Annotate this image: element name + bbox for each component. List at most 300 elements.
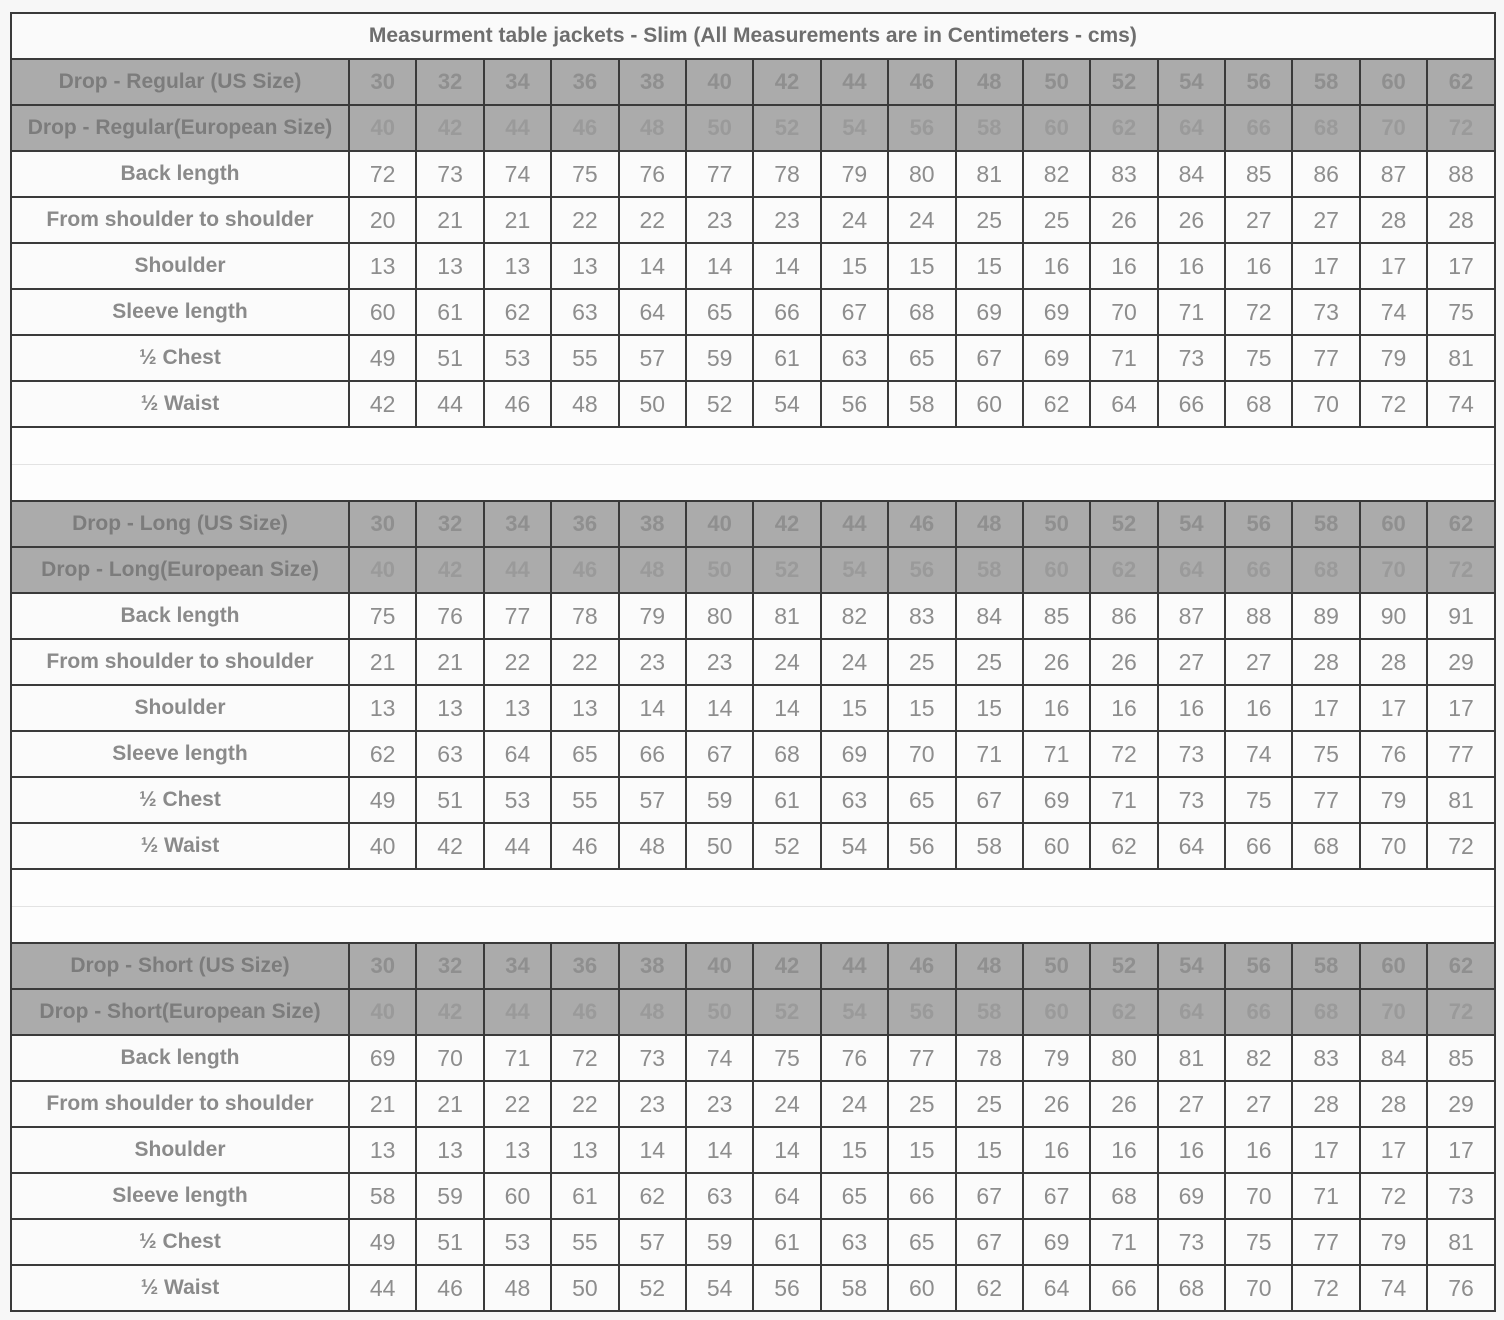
value-cell: 72 [1225, 289, 1292, 335]
size-header-cell: 32 [416, 501, 483, 547]
value-cell: 16 [1158, 685, 1225, 731]
size-header-cell: 68 [1292, 105, 1359, 151]
table-row [11, 823, 1495, 869]
size-header-cell: 46 [888, 501, 955, 547]
value-cell: 86 [1090, 593, 1157, 639]
value-cell: 62 [1090, 823, 1157, 869]
value-cell: 75 [551, 151, 618, 197]
value-cell: 73 [1158, 731, 1225, 777]
value-cell: 77 [1292, 777, 1359, 823]
size-header-cell: 42 [416, 989, 483, 1035]
value-cell: 71 [1090, 335, 1157, 381]
size-header-cell: 30 [349, 59, 416, 105]
value-cell: 52 [619, 1265, 686, 1311]
value-cell: 27 [1225, 197, 1292, 243]
size-header-row-us-1 [11, 501, 1495, 547]
value-cell: 62 [484, 289, 551, 335]
size-header-cell: 40 [349, 547, 416, 593]
size-header-cell: 64 [1158, 547, 1225, 593]
size-header-cell: 60 [1360, 501, 1427, 547]
value-cell: 16 [1023, 685, 1090, 731]
table-row [11, 151, 1495, 197]
value-cell: 21 [416, 639, 483, 685]
value-cell: 73 [1158, 335, 1225, 381]
value-cell: 60 [1023, 823, 1090, 869]
size-header-cell: 60 [1360, 59, 1427, 105]
size-header-cell: 32 [416, 943, 483, 989]
value-cell: 74 [484, 151, 551, 197]
value-cell: 79 [619, 593, 686, 639]
value-cell: 72 [1427, 823, 1495, 869]
value-cell: 48 [551, 381, 618, 427]
value-cell: 70 [888, 731, 955, 777]
value-cell: 85 [1023, 593, 1090, 639]
section-spacer-cell [11, 906, 1495, 943]
value-cell: 13 [416, 1127, 483, 1173]
value-cell: 74 [1427, 381, 1495, 427]
value-cell: 72 [1292, 1265, 1359, 1311]
value-cell: 70 [416, 1035, 483, 1081]
size-header-cell: 40 [686, 59, 753, 105]
size-header-cell: 56 [888, 989, 955, 1035]
value-cell: 67 [956, 1173, 1023, 1219]
value-cell: 13 [349, 685, 416, 731]
row-label: ½ Chest [11, 335, 349, 381]
value-cell: 72 [1360, 381, 1427, 427]
size-header-cell: 72 [1427, 105, 1495, 151]
value-cell: 87 [1158, 593, 1225, 639]
size-header-cell: 54 [821, 105, 888, 151]
value-cell: 61 [753, 335, 820, 381]
value-cell: 68 [1090, 1173, 1157, 1219]
size-header-cell: 44 [821, 943, 888, 989]
value-cell: 27 [1225, 1081, 1292, 1127]
value-cell: 29 [1427, 1081, 1495, 1127]
value-cell: 60 [956, 381, 1023, 427]
value-cell: 24 [888, 197, 955, 243]
value-cell: 14 [686, 685, 753, 731]
value-cell: 13 [484, 1127, 551, 1173]
size-header-cell: 36 [551, 59, 618, 105]
value-cell: 71 [1090, 777, 1157, 823]
value-cell: 61 [551, 1173, 618, 1219]
row-label: Sleeve length [11, 289, 349, 335]
value-cell: 64 [1158, 823, 1225, 869]
value-cell: 51 [416, 335, 483, 381]
table-row [11, 777, 1495, 823]
value-cell: 75 [1225, 777, 1292, 823]
size-header-cell: 54 [1158, 943, 1225, 989]
value-cell: 76 [821, 1035, 888, 1081]
value-cell: 77 [1292, 335, 1359, 381]
value-cell: 24 [821, 639, 888, 685]
value-cell: 62 [349, 731, 416, 777]
value-cell: 80 [686, 593, 753, 639]
value-cell: 21 [416, 197, 483, 243]
size-header-cell: 38 [619, 59, 686, 105]
value-cell: 71 [956, 731, 1023, 777]
size-header-cell: 44 [484, 547, 551, 593]
value-cell: 44 [484, 823, 551, 869]
value-cell: 61 [753, 1219, 820, 1265]
value-cell: 42 [416, 823, 483, 869]
value-cell: 27 [1225, 639, 1292, 685]
size-header-cell: 62 [1090, 547, 1157, 593]
value-cell: 88 [1225, 593, 1292, 639]
size-header-cell: 54 [1158, 59, 1225, 105]
size-header-cell: 58 [956, 105, 1023, 151]
size-header-label: Drop - Short (US Size) [11, 943, 349, 989]
value-cell: 63 [686, 1173, 753, 1219]
section-spacer-row-3 [11, 906, 1495, 943]
value-cell: 65 [888, 1219, 955, 1265]
size-header-cell: 42 [416, 547, 483, 593]
value-cell: 28 [1360, 197, 1427, 243]
size-header-cell: 62 [1090, 105, 1157, 151]
value-cell: 22 [484, 1081, 551, 1127]
value-cell: 60 [484, 1173, 551, 1219]
value-cell: 21 [349, 639, 416, 685]
value-cell: 17 [1360, 1127, 1427, 1173]
value-cell: 23 [619, 1081, 686, 1127]
value-cell: 74 [686, 1035, 753, 1081]
size-header-cell: 68 [1292, 547, 1359, 593]
value-cell: 61 [753, 777, 820, 823]
size-header-cell: 38 [619, 943, 686, 989]
value-cell: 75 [349, 593, 416, 639]
value-cell: 26 [1090, 639, 1157, 685]
value-cell: 70 [1292, 381, 1359, 427]
value-cell: 24 [821, 1081, 888, 1127]
value-cell: 65 [686, 289, 753, 335]
value-cell: 79 [1360, 335, 1427, 381]
value-cell: 79 [1360, 777, 1427, 823]
value-cell: 13 [484, 685, 551, 731]
value-cell: 50 [551, 1265, 618, 1311]
value-cell: 68 [1158, 1265, 1225, 1311]
value-cell: 69 [1023, 289, 1090, 335]
table-row [11, 593, 1495, 639]
value-cell: 14 [686, 1127, 753, 1173]
value-cell: 75 [1225, 335, 1292, 381]
size-header-cell: 60 [1360, 943, 1427, 989]
value-cell: 56 [821, 381, 888, 427]
value-cell: 66 [619, 731, 686, 777]
value-cell: 16 [1090, 1127, 1157, 1173]
value-cell: 84 [1158, 151, 1225, 197]
value-cell: 48 [484, 1265, 551, 1311]
row-label: ½ Waist [11, 1265, 349, 1311]
size-header-label: Drop - Long (US Size) [11, 501, 349, 547]
value-cell: 67 [821, 289, 888, 335]
value-cell: 79 [1023, 1035, 1090, 1081]
value-cell: 75 [753, 1035, 820, 1081]
section-spacer-cell [11, 427, 1495, 464]
size-header-cell: 50 [686, 547, 753, 593]
size-header-cell: 60 [1023, 989, 1090, 1035]
value-cell: 13 [551, 685, 618, 731]
value-cell: 28 [1360, 1081, 1427, 1127]
value-cell: 86 [1292, 151, 1359, 197]
measurement-table-body [11, 13, 1495, 1311]
value-cell: 76 [416, 593, 483, 639]
size-header-cell: 46 [888, 59, 955, 105]
size-header-cell: 42 [753, 501, 820, 547]
row-label: From shoulder to shoulder [11, 1081, 349, 1127]
size-header-cell: 34 [484, 59, 551, 105]
value-cell: 74 [1360, 1265, 1427, 1311]
table-row [11, 731, 1495, 777]
size-header-cell: 58 [1292, 59, 1359, 105]
size-header-cell: 30 [349, 943, 416, 989]
value-cell: 81 [956, 151, 1023, 197]
section-spacer-cell [11, 464, 1495, 501]
size-header-cell: 40 [349, 105, 416, 151]
value-cell: 23 [686, 639, 753, 685]
value-cell: 25 [888, 639, 955, 685]
value-cell: 49 [349, 335, 416, 381]
value-cell: 59 [686, 335, 753, 381]
size-header-label: Drop - Regular(European Size) [11, 105, 349, 151]
value-cell: 68 [1292, 823, 1359, 869]
value-cell: 17 [1292, 685, 1359, 731]
size-header-cell: 46 [888, 943, 955, 989]
table-row [11, 685, 1495, 731]
value-cell: 63 [821, 777, 888, 823]
value-cell: 15 [888, 1127, 955, 1173]
size-header-cell: 58 [956, 547, 1023, 593]
value-cell: 69 [1023, 1219, 1090, 1265]
title-row [11, 13, 1495, 59]
value-cell: 91 [1427, 593, 1495, 639]
value-cell: 54 [753, 381, 820, 427]
size-header-cell: 44 [821, 501, 888, 547]
value-cell: 71 [1158, 289, 1225, 335]
value-cell: 63 [551, 289, 618, 335]
size-header-cell: 52 [753, 105, 820, 151]
size-header-cell: 50 [686, 989, 753, 1035]
size-header-cell: 66 [1225, 105, 1292, 151]
table-row [11, 197, 1495, 243]
size-header-cell: 56 [1225, 59, 1292, 105]
value-cell: 13 [349, 243, 416, 289]
size-header-cell: 62 [1427, 59, 1495, 105]
size-header-cell: 70 [1360, 989, 1427, 1035]
value-cell: 90 [1360, 593, 1427, 639]
value-cell: 57 [619, 777, 686, 823]
value-cell: 22 [551, 197, 618, 243]
table-row [11, 1081, 1495, 1127]
value-cell: 72 [349, 151, 416, 197]
value-cell: 53 [484, 1219, 551, 1265]
value-cell: 75 [1292, 731, 1359, 777]
size-header-cell: 62 [1090, 989, 1157, 1035]
value-cell: 64 [753, 1173, 820, 1219]
value-cell: 23 [619, 639, 686, 685]
size-header-cell: 56 [1225, 943, 1292, 989]
value-cell: 28 [1427, 197, 1495, 243]
value-cell: 17 [1427, 243, 1495, 289]
value-cell: 83 [1292, 1035, 1359, 1081]
value-cell: 55 [551, 335, 618, 381]
value-cell: 62 [619, 1173, 686, 1219]
size-header-cell: 52 [1090, 943, 1157, 989]
value-cell: 73 [416, 151, 483, 197]
value-cell: 85 [1225, 151, 1292, 197]
value-cell: 84 [1360, 1035, 1427, 1081]
value-cell: 15 [821, 243, 888, 289]
value-cell: 16 [1090, 685, 1157, 731]
size-header-cell: 48 [956, 59, 1023, 105]
table-row [11, 381, 1495, 427]
value-cell: 63 [821, 335, 888, 381]
value-cell: 64 [484, 731, 551, 777]
row-label: Back length [11, 151, 349, 197]
value-cell: 58 [349, 1173, 416, 1219]
row-label: Sleeve length [11, 1173, 349, 1219]
size-header-cell: 50 [1023, 59, 1090, 105]
size-header-cell: 42 [416, 105, 483, 151]
value-cell: 57 [619, 335, 686, 381]
value-cell: 26 [1023, 639, 1090, 685]
value-cell: 73 [1158, 1219, 1225, 1265]
section-spacer-row-2 [11, 869, 1495, 906]
size-header-row-eu-1 [11, 547, 1495, 593]
size-header-cell: 40 [686, 943, 753, 989]
value-cell: 81 [1427, 335, 1495, 381]
value-cell: 22 [551, 1081, 618, 1127]
value-cell: 16 [1225, 1127, 1292, 1173]
value-cell: 16 [1023, 1127, 1090, 1173]
value-cell: 79 [821, 151, 888, 197]
table-row [11, 1265, 1495, 1311]
value-cell: 13 [416, 243, 483, 289]
value-cell: 84 [956, 593, 1023, 639]
size-header-label: Drop - Regular (US Size) [11, 59, 349, 105]
size-header-cell: 60 [1023, 105, 1090, 151]
value-cell: 15 [821, 685, 888, 731]
value-cell: 74 [1225, 731, 1292, 777]
value-cell: 69 [349, 1035, 416, 1081]
value-cell: 49 [349, 1219, 416, 1265]
value-cell: 72 [1090, 731, 1157, 777]
size-header-cell: 42 [753, 943, 820, 989]
value-cell: 16 [1090, 243, 1157, 289]
value-cell: 42 [349, 381, 416, 427]
value-cell: 22 [484, 639, 551, 685]
value-cell: 68 [1225, 381, 1292, 427]
size-header-cell: 54 [821, 547, 888, 593]
size-header-cell: 50 [1023, 943, 1090, 989]
value-cell: 46 [484, 381, 551, 427]
value-cell: 16 [1225, 685, 1292, 731]
size-header-cell: 56 [888, 105, 955, 151]
value-cell: 54 [821, 823, 888, 869]
value-cell: 58 [821, 1265, 888, 1311]
value-cell: 17 [1292, 1127, 1359, 1173]
value-cell: 44 [416, 381, 483, 427]
size-header-cell: 58 [1292, 943, 1359, 989]
value-cell: 61 [416, 289, 483, 335]
value-cell: 28 [1292, 639, 1359, 685]
value-cell: 87 [1360, 151, 1427, 197]
value-cell: 46 [416, 1265, 483, 1311]
value-cell: 27 [1158, 1081, 1225, 1127]
value-cell: 59 [686, 777, 753, 823]
size-header-cell: 64 [1158, 989, 1225, 1035]
value-cell: 72 [1360, 1173, 1427, 1219]
value-cell: 15 [821, 1127, 888, 1173]
value-cell: 71 [1023, 731, 1090, 777]
value-cell: 75 [1427, 289, 1495, 335]
value-cell: 14 [619, 685, 686, 731]
value-cell: 57 [619, 1219, 686, 1265]
value-cell: 50 [686, 823, 753, 869]
row-label: From shoulder to shoulder [11, 639, 349, 685]
value-cell: 69 [956, 289, 1023, 335]
value-cell: 67 [956, 335, 1023, 381]
value-cell: 67 [1023, 1173, 1090, 1219]
size-header-cell: 46 [551, 989, 618, 1035]
value-cell: 70 [1225, 1265, 1292, 1311]
value-cell: 26 [1158, 197, 1225, 243]
value-cell: 56 [888, 823, 955, 869]
value-cell: 16 [1225, 243, 1292, 289]
measurement-table [10, 12, 1496, 1312]
value-cell: 52 [686, 381, 753, 427]
value-cell: 25 [956, 1081, 1023, 1127]
section-spacer-row-1 [11, 464, 1495, 501]
value-cell: 13 [484, 243, 551, 289]
value-cell: 76 [1427, 1265, 1495, 1311]
value-cell: 28 [1292, 1081, 1359, 1127]
value-cell: 51 [416, 777, 483, 823]
value-cell: 69 [821, 731, 888, 777]
value-cell: 13 [551, 1127, 618, 1173]
value-cell: 76 [619, 151, 686, 197]
value-cell: 16 [1023, 243, 1090, 289]
value-cell: 16 [1158, 243, 1225, 289]
row-label: ½ Waist [11, 381, 349, 427]
value-cell: 13 [551, 243, 618, 289]
size-header-cell: 64 [1158, 105, 1225, 151]
row-label: Shoulder [11, 243, 349, 289]
value-cell: 76 [1360, 731, 1427, 777]
size-header-cell: 72 [1427, 547, 1495, 593]
value-cell: 71 [484, 1035, 551, 1081]
size-header-cell: 34 [484, 943, 551, 989]
size-header-cell: 48 [619, 989, 686, 1035]
size-header-cell: 42 [753, 59, 820, 105]
size-header-cell: 48 [619, 547, 686, 593]
value-cell: 81 [1427, 1219, 1495, 1265]
value-cell: 81 [753, 593, 820, 639]
size-header-cell: 68 [1292, 989, 1359, 1035]
value-cell: 21 [416, 1081, 483, 1127]
row-label: ½ Waist [11, 823, 349, 869]
value-cell: 70 [1360, 823, 1427, 869]
value-cell: 23 [686, 197, 753, 243]
size-header-row-us-2 [11, 943, 1495, 989]
value-cell: 26 [1023, 1081, 1090, 1127]
value-cell: 28 [1360, 639, 1427, 685]
value-cell: 14 [686, 243, 753, 289]
value-cell: 59 [686, 1219, 753, 1265]
value-cell: 68 [753, 731, 820, 777]
value-cell: 53 [484, 777, 551, 823]
value-cell: 89 [1292, 593, 1359, 639]
value-cell: 73 [1158, 777, 1225, 823]
